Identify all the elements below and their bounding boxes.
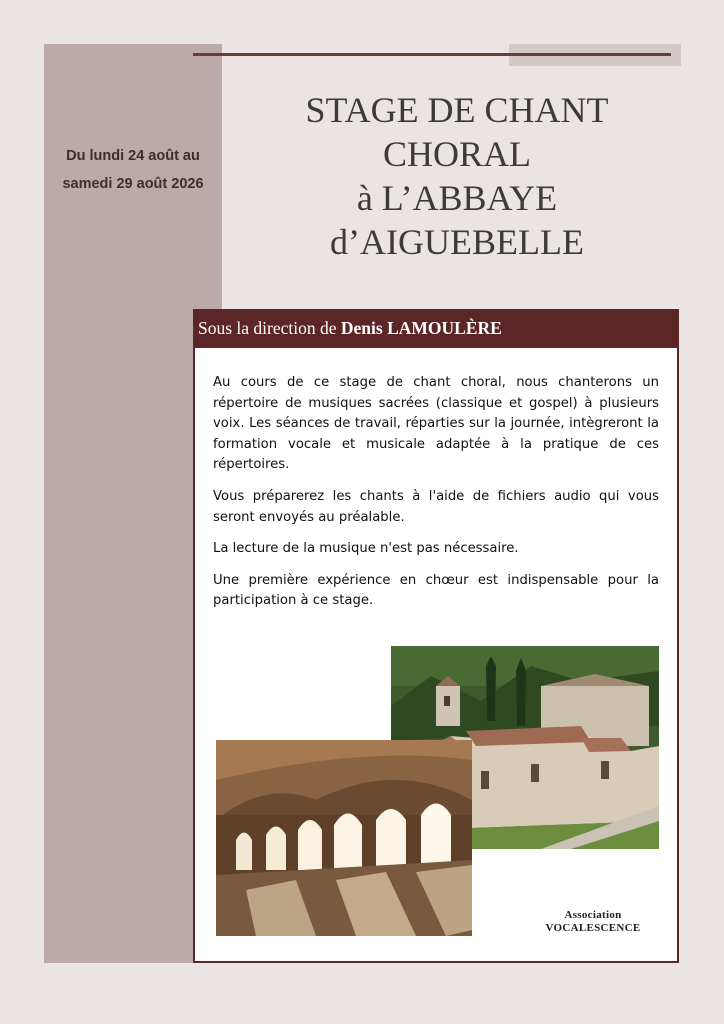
- description: [213, 373, 659, 623]
- title-line-2: CHORAL: [382, 134, 531, 174]
- event-dates: [44, 142, 222, 198]
- director-name: Denis LAMOULÈRE: [340, 318, 502, 338]
- association-label: Association: [564, 909, 622, 921]
- title-line-3: à L’ABBAYE: [356, 178, 558, 218]
- paragraph-1: Au cours de ce stage de chant choral, nous chanterons un répertoire de musiques sacrées (classique et gospel) à plusieurs voix. Les séances de travail, réparties sur la journée, intègreront la formation vocale et musicale adaptée à la pratique de ces répertoires.: [213, 375, 659, 473]
- association-name: VOCALESCENCE: [545, 922, 641, 934]
- dates-line-2: samedi 29 août 2026: [62, 176, 204, 192]
- dates-line-1: Du lundi 24 août au: [66, 148, 200, 164]
- top-rule: [193, 53, 671, 56]
- association-signature: [523, 909, 663, 935]
- paragraph-2: Vous préparerez les chants à l'aide de fichiers audio qui vous seront envoyés au préalable.: [213, 488, 659, 525]
- paragraph-4: Une première expérience en chœur est indispensable pour la participation à ce stage.: [213, 572, 659, 609]
- title-line-4: d’AIGUEBELLE: [330, 222, 584, 262]
- direction-prefix: Sous la direction de: [198, 318, 337, 338]
- direction-header: [195, 311, 677, 348]
- cloister-photo: [216, 740, 472, 936]
- page-title: [230, 88, 684, 264]
- title-line-1: STAGE DE CHANT: [305, 90, 609, 130]
- paragraph-3: La lecture de la musique n'est pas nécessaire.: [213, 541, 519, 557]
- info-card: [193, 309, 679, 963]
